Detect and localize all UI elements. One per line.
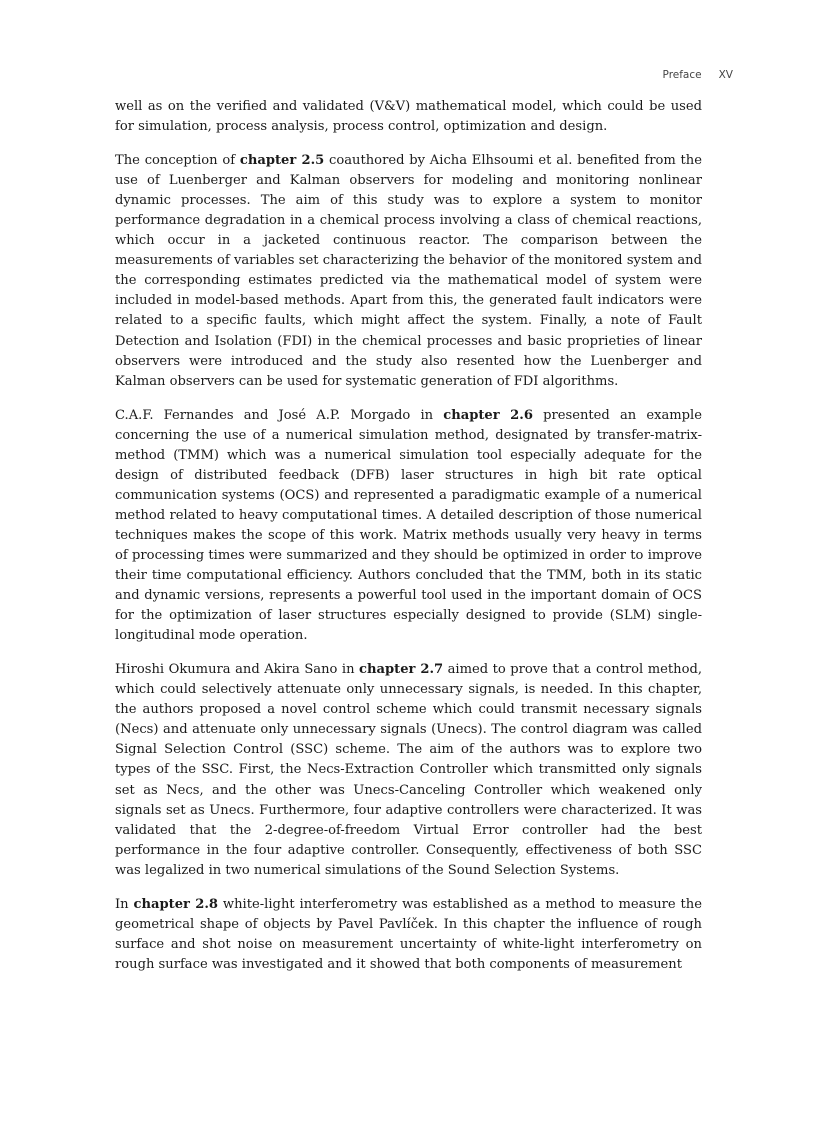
- body-text: [115, 97, 702, 989]
- paragraph-text: presented an example concerning the use of a numerical simulation method, designated by transfer-matrix-method (TMM) which was a numerical simulation tool especially adequate for the design of distributed feedback (DFB) laser structures in high bit rate optical communication systems (OCS) and represented a paradigmatic example of a numerical method related to heavy computational times. A detailed description of those numerical techniques makes the scope of this work. Matrix methods usually very heavy in terms of processing times were summarized and they should be optimized in order to improve their time computational efficiency. Authors concluded that the TMM, both in its static and dynamic versions, represents a powerful tool used in the important domain of OCS for the optimization of laser structures especially designed to provide (SLM) single-longitudinal mode operation.: [115, 407, 702, 644]
- paragraph-text: aimed to prove that a control method, which could selectively attenuate only unnecessary signals, is needed. In this chapter, the authors proposed a novel control scheme which could transmit necessary signals (Necs) and attenuate only unnecessary signals (Unecs). The control diagram was called Signal Selection Control (SSC) scheme. The aim of the authors was to explore two types of the SSC. First, the Necs-Extraction Controller which transmitted only signals set as Necs, and the other was Unecs-Canceling Controller which weakened only signals set as Unecs. Furthermore, four adaptive controllers were characterized. It was validated that the 2-degree-of-freedom Virtual Error controller had the best performance in the four adaptive controller. Consequently, effectiveness of both SSC was legalized in two numerical simulations of the Sound Selection Systems.: [115, 662, 702, 878]
- paragraph-text: Hiroshi Okumura and Akira Sano in: [115, 662, 360, 678]
- running-head-section: Preface: [662, 69, 702, 81]
- paragraph-4: [115, 660, 702, 881]
- chapter-reference: chapter 2.8: [133, 896, 219, 912]
- paragraph-1: [115, 97, 702, 137]
- paragraph-text: well as on the verified and validated (V&V) mathematical model, which could be used for simulation, process analysis, process control, optimization and design.: [115, 99, 702, 135]
- chapter-reference: chapter 2.7: [359, 662, 444, 678]
- paragraph-2: [115, 151, 702, 392]
- page-number: XV: [718, 69, 733, 81]
- paragraph-3: [115, 406, 702, 647]
- chapter-reference: chapter 2.6: [443, 407, 533, 423]
- paragraph-text: In: [115, 896, 134, 912]
- paragraph-text: C.A.F. Fernandes and José A.P. Morgado in: [115, 407, 444, 423]
- paragraph-5: [115, 895, 702, 975]
- running-head: [663, 69, 733, 81]
- paragraph-text: white-light interferometry was established as a method to measure the geometrical shape of objects by Pavel Pavlíček. In this chapter the influence of rough surface and shot noise on measurement uncertainty of white-light interferometry on rough surface was investigated and it showed that both components of measurement: [115, 896, 702, 972]
- paragraph-text: coauthored by Aicha Elhsoumi et al. benefited from the use of Luenberger and Kalman observers for modeling and monitoring nonlinear dynamic processes. The aim of this study was to explore a system to monitor performance degradation in a chemical process involving a class of chemical reactions, which occur in a jacketed continuous reactor. The comparison between the measurements of variables set characterizing the behavior of the monitored system and the corresponding estimates predicted via the mathematical model of system were included in model-based methods. Apart from this, the generated fault indicators were related to a specific faults, which might affect the system. Finally, a note of Fault Detection and Isolation (FDI) in the chemical processes and basic proprieties of linear observers were introduced and the study also resented how the Luenberger and Kalman observers can be used for systematic generation of FDI algorithms.: [115, 153, 702, 389]
- chapter-reference: chapter 2.5: [239, 153, 325, 169]
- paragraph-text: The conception of: [115, 153, 240, 169]
